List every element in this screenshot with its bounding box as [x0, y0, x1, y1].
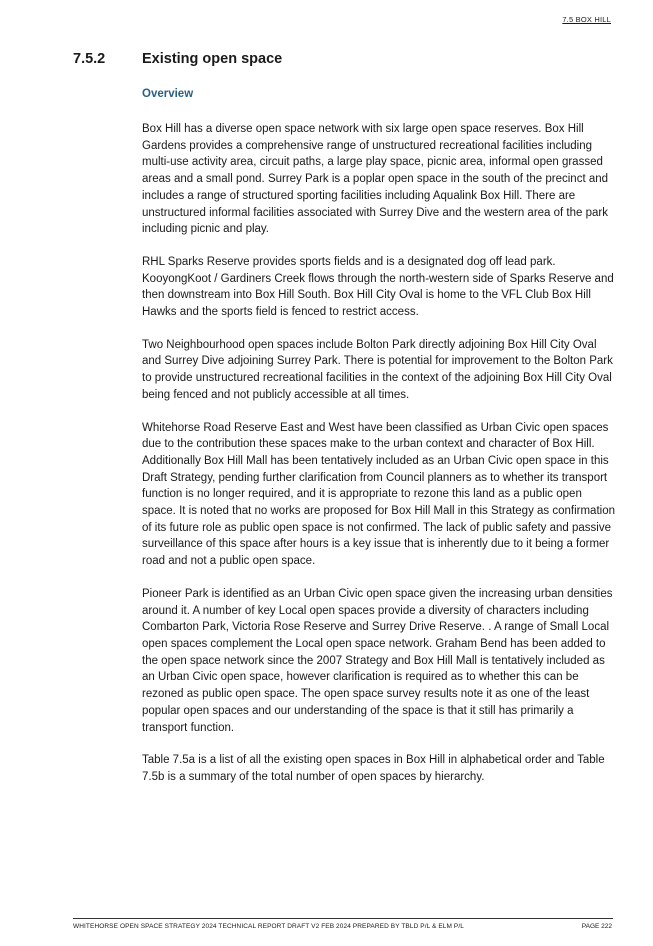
subheading-overview: Overview: [142, 88, 194, 100]
page-number: PAGE 222: [581, 923, 612, 930]
running-head: 7.5 BOX HILL: [562, 15, 611, 24]
body-text: [142, 121, 616, 802]
paragraph: Pioneer Park is identified as an Urban Civic open space given the increasing urban densities around it. A number of key Local open spaces provide a diversity of characters including Combarton Park, Victoria Rose Reserve and Surrey Drive Reserve. . A range of Small Local open spaces complement the Local open space network. Graham Bend has been added to the open space network since the 2007 Strategy and Box Hill Mall is tentatively included as an Urban Civic open space, however clarification is required as to whether this can be rezoned as public open space. The open space survey results note it as one of the least popular open spaces and our understanding of the space is that it still has primarily a transport function.: [142, 587, 613, 734]
section-title: Existing open space: [142, 51, 283, 67]
section-heading: [73, 51, 613, 67]
footer-divider: [73, 918, 613, 919]
footer-document-info: WHITEHORSE OPEN SPACE STRATEGY 2024 TECHNICAL REPORT DRAFT V2 FEB 2024 PREPARED BY TBLD P/L & ELM P/L: [73, 923, 464, 930]
paragraph: RHL Sparks Reserve provides sports fields and is a designated dog off lead park. KooyongKoot / Gardiners Creek flows through the north-western side of Sparks Reserve and then downstream into Box Hill South. Box Hill City Oval is home to the VFL Club Box Hill Hawks and the sports field is fenced to restrict access.: [142, 255, 614, 319]
paragraph: Box Hill has a diverse open space network with six large open space reserves. Box Hill Gardens provides a comprehensive range of unstructured recreational facilities including multi-use activity area, circuit paths, a large play space, picnic area, informal open grassed areas and a small pond. Surrey Park is a poplar open space in the south of the precinct and includes a range of structured sporting facilities including Aqualink Box Hill. There are unstructured informal facilities associated with Surrey Dive and the western area of the park including picnic and play.: [142, 123, 609, 236]
section-number: 7.5.2: [73, 51, 106, 67]
paragraph: Whitehorse Road Reserve East and West have been classified as Urban Civic open spaces due to the contribution these spaces make to the urban context and character of Box Hill. Additionally Box Hill Mall has been tentatively included as an Urban Civic open space in this Draft Strategy, pending further clarification from Council planners as to whether its transport function is no longer required, and it is appropriate to rezone this land as a public open space. It is noted that no works are proposed for Box Hill Mall in this Strategy as confirmation of its future role as public open space is not confirmed. The lack of public safety and passive surveillance of this space after hours is a key issue that is inherently due to it being a former road and not a public open space.: [142, 421, 615, 568]
paragraph: Two Neighbourhood open spaces include Bolton Park directly adjoining Box Hill City Oval and Surrey Dive adjoining Surrey Park. There is potential for improvement to the Bolton Park to provide unstructured recreational facilities in the context of the adjoining Box Hill City Oval being fenced and not publicly accessible at all times.: [142, 338, 613, 401]
paragraph: Table 7.5a is a list of all the existing open spaces in Box Hill in alphabetical order and Table 7.5b is a summary of the total number of open spaces by hierarchy.: [142, 754, 605, 783]
